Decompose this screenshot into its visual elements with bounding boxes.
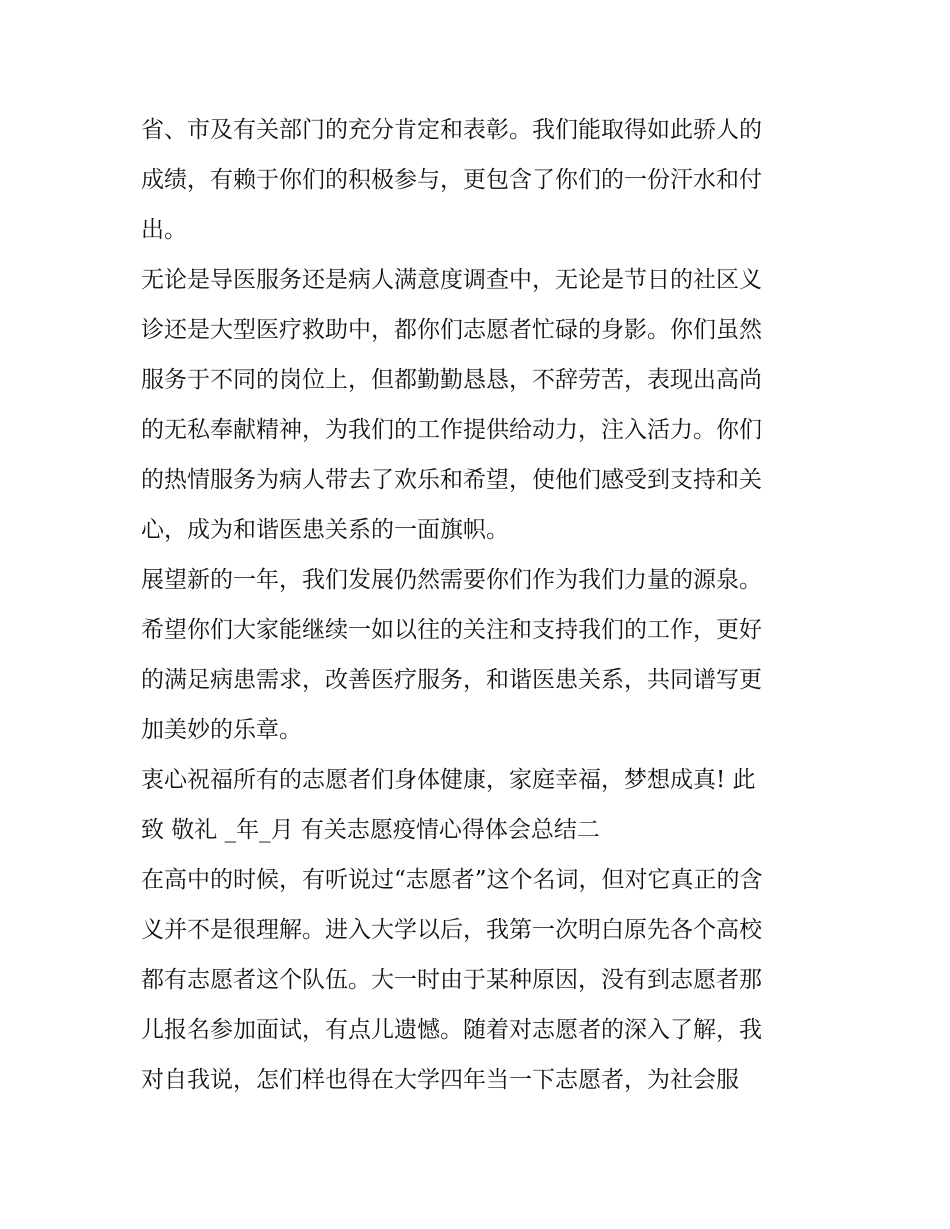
- text-line: 心，成为和谐医患关系的一面旗帜。: [141, 517, 509, 543]
- text-line: 对自我说，怎们样也得在大学四年当一下志愿者，为社会服: [141, 1067, 739, 1093]
- text-line: 加美妙的乐章。: [141, 717, 302, 743]
- text-line: 义并不是很理解。进入大学以后，我第一次明白原先各个高校: [141, 917, 762, 943]
- text-line: 的满足病患需求，改善医疗服务，和谐医患关系，共同谱写更: [141, 667, 762, 693]
- text-line: 服务于不同的岗位上，但都勤勤恳恳，不辞劳苦，表现出高尚: [141, 367, 762, 393]
- text-line: 在高中的时候，有听说过“志愿者”这个名词，但对它真正的含: [141, 867, 763, 893]
- text-line: 出。: [141, 217, 187, 243]
- text-line: 省、市及有关部门的充分肯定和表彰。我们能取得如此骄人的: [141, 117, 762, 143]
- text-line: 都有志愿者这个队伍。大一时由于某种原因，没有到志愿者那: [141, 967, 762, 993]
- text-line: 儿报名参加面试，有点儿遗憾。随着对志愿者的深入了解，我: [141, 1017, 762, 1043]
- text-line: 诊还是大型医疗救助中，都你们志愿者忙碌的身影。你们虽然: [141, 317, 762, 343]
- document-body: [141, 105, 821, 1105]
- text-line: 衷心祝福所有的志愿者们身体健康，家庭幸福，梦想成真! 此: [141, 767, 756, 793]
- text-line: 展望新的一年，我们发展仍然需要你们作为我们力量的源泉。: [141, 567, 762, 593]
- text-line: 无论是导医服务还是病人满意度调查中，无论是节日的社区义: [141, 267, 762, 293]
- text-line: 致 敬礼 _年_月 有关志愿疫情心得体会总结二: [141, 817, 600, 843]
- text-line: 的热情服务为病人带去了欢乐和希望，使他们感受到支持和关: [141, 467, 762, 493]
- text-line: 希望你们大家能继续一如以往的关注和支持我们的工作，更好: [141, 617, 762, 643]
- text-line: 的无私奉献精神，为我们的工作提供给动力，注入活力。你们: [141, 417, 762, 443]
- text-line: 成绩，有赖于你们的积极参与，更包含了你们的一份汗水和付: [141, 167, 762, 193]
